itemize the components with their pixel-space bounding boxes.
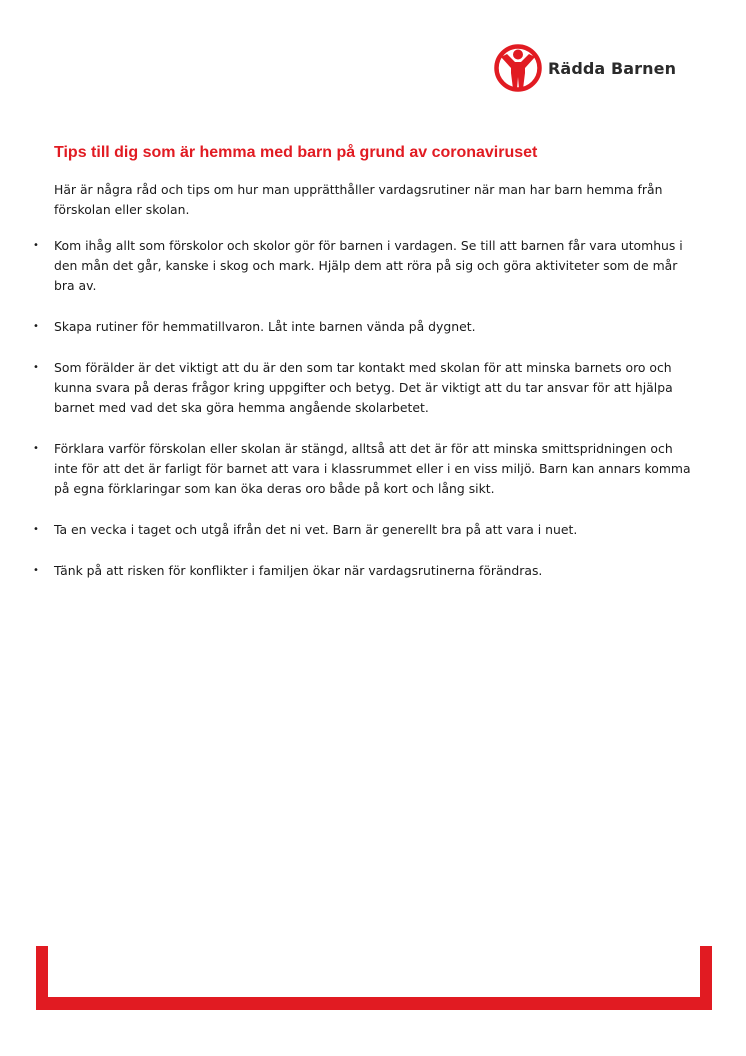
bullet-icon: • bbox=[33, 524, 39, 535]
bullet-icon: • bbox=[33, 362, 39, 373]
list-item bbox=[0, 317, 694, 337]
bullet-icon: • bbox=[33, 443, 39, 454]
list-item bbox=[0, 236, 694, 296]
tip-text: Som förälder är det viktigt att du är den som tar kontakt med skolan för att minska barnets oro och kunna svara på deras frågor kring uppgifter och betyg. Det är viktigt att du tar ansvar för att hjälpa barnet med vad det ska göra hemma angående skolarbetet. bbox=[54, 360, 673, 415]
intro-paragraph: Här är några råd och tips om hur man upprätthåller vardagsrutiner när man har barn hemma från förskolan eller skolan. bbox=[54, 182, 663, 217]
tip-text: Ta en vecka i taget och utgå ifrån det ni vet. Barn är generellt bra på att vara i nuet. bbox=[54, 522, 578, 537]
bullet-icon: • bbox=[33, 240, 39, 251]
rädda-barnen-logo-icon bbox=[494, 44, 542, 92]
decorative-footer-frame bbox=[36, 946, 712, 1010]
tip-text: Skapa rutiner för hemmatillvaron. Låt inte barnen vända på dygnet. bbox=[54, 319, 476, 334]
tips-list bbox=[0, 236, 746, 581]
brand-logo bbox=[494, 44, 676, 92]
tip-text: Förklara varför förskolan eller skolan är stängd, alltså att det är för att minska smittspridningen och inte för att det är farligt för barnet att vara i klassrummet eller i en viss miljö. Barn kan annars komma på egna förklaringar som kan öka deras oro både på kort och lång sikt. bbox=[54, 441, 691, 496]
bullet-icon: • bbox=[33, 565, 39, 576]
list-item bbox=[0, 358, 694, 418]
list-item bbox=[0, 439, 694, 499]
page-title: Tips till dig som är hemma med barn på grund av coronaviruset bbox=[54, 144, 538, 161]
list-item bbox=[0, 561, 694, 581]
brand-name: Rädda Barnen bbox=[548, 58, 677, 78]
list-item bbox=[0, 520, 694, 540]
tip-text: Kom ihåg allt som förskolor och skolor gör för barnen i vardagen. Se till att barnen får vara utomhus i den mån det går, kanske i skog och mark. Hjälp dem att röra på sig och göra aktiviteter som de mår bra av. bbox=[54, 238, 683, 293]
tip-text: Tänk på att risken för konflikter i familjen ökar när vardagsrutinerna förändras. bbox=[54, 563, 543, 578]
bullet-icon: • bbox=[33, 321, 39, 332]
